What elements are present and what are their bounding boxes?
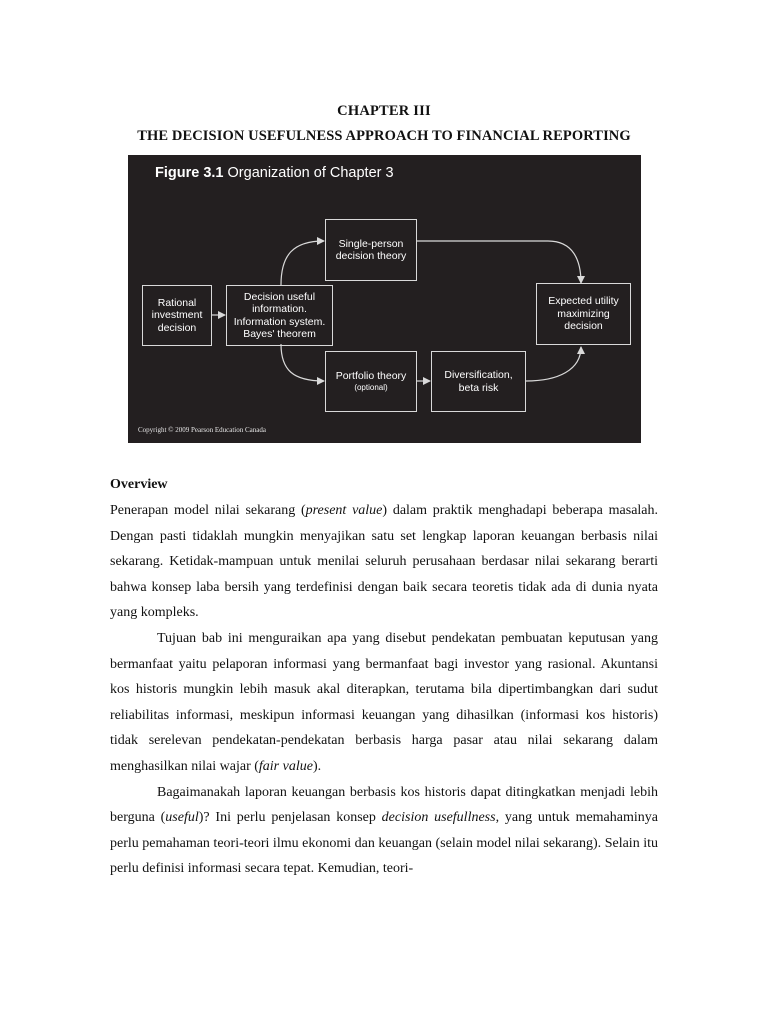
text-run: , yang untuk memahaminya perlu pemahaman teori-teori ilmu ekonomi dan keuangan (selain model nilai sekarang). Selain itu perlu definisi informasi secara tepat. Kemudian, teori- (110, 810, 658, 877)
box-line: decision (157, 321, 197, 334)
figure-title (155, 165, 394, 181)
box-decision-useful-information (226, 285, 333, 346)
text-run: Tujuan bab ini menguraikan apa yang disebut pendekatan pembuatan keputusan yang bermanfaat yaitu pelaporan informasi yang bermanfaat bagi investor yang rasional. Akuntansi kos historis mungkin lebih masuk akal diterapkan, terutama bila dipertimbangkan dari sudut reliabilitas informasi, meskipun informasi keuangan yang dihasilkan (informasi kos historis) tidak serelevan pendekatan-pendekatan berbasis harga pasar atau nilai sekarang dalam menghasilkan nilai wajar ( (110, 630, 658, 774)
box-line: Decision useful (243, 290, 316, 303)
italic-term: present value (305, 503, 383, 518)
italic-term: useful (165, 810, 199, 826)
italic-term: fair value (258, 758, 313, 774)
box-expected-utility-maximizing (536, 283, 631, 345)
box-line: maximizing (557, 307, 610, 320)
box-line: Single-person (338, 237, 404, 250)
box-line: Information system. (233, 315, 326, 328)
box-line: Portfolio theory (335, 370, 407, 383)
box-rational-investment-decision (142, 285, 212, 346)
arrow-info-to-single-person (281, 241, 324, 285)
text-run: )? Ini perlu penjelasan konsep (198, 810, 382, 826)
figure-organization-chart (128, 155, 641, 443)
box-line: information. (252, 303, 307, 315)
chapter-title: CHAPTER III (337, 103, 431, 119)
box-diversification-beta-risk (431, 351, 526, 412)
box-line: Rational (157, 296, 197, 309)
box-portfolio-theory (325, 351, 417, 412)
box-line: decision (564, 320, 603, 333)
box-line: decision theory (335, 250, 407, 262)
arrow-single-person-to-expected-utility (417, 241, 581, 283)
box-note-optional: (optional) (354, 382, 388, 392)
section-heading-overview: Overview (110, 477, 168, 492)
box-line: Bayes' theorem (243, 328, 316, 340)
figure-label: Figure 3.1 (155, 165, 224, 181)
paragraph-3 (110, 780, 658, 882)
text-run: Penerapan model nilai sekarang ( (110, 503, 306, 518)
chapter-subtitle: THE DECISION USEFULNESS APPROACH TO FINANCIAL REPORTING (137, 128, 631, 144)
paragraph-2 (110, 626, 658, 780)
text-run: Bagaimanakah laporan keuangan berbasis kos historis dapat ditingkatkan menjadi lebih berguna ( (110, 784, 658, 826)
figure-caption: Organization of Chapter 3 (227, 165, 394, 181)
text-run: ) dalam praktik menghadapi beberapa masalah. Dengan pasti tidaklah mungkin menyajikan satu set lengkap laporan keuangan berbasis nilai sekarang. Ketidak-mampuan untuk menilai seluruh perusahaan berdasar nilai sekarang berarti bahwa konsep laba bersih yang terdefinisi dengan baik secara teoretis tidak ada di dunia nyata yang kompleks. (110, 503, 659, 621)
figure-copyright: Copyright © 2009 Pearson Education Canada (138, 426, 266, 434)
paragraph-1 (110, 498, 658, 626)
box-line: Expected utility (548, 295, 619, 308)
arrow-info-to-portfolio (281, 344, 324, 381)
arrow-diversification-to-expected-utility (526, 347, 581, 381)
box-single-person-decision-theory (325, 219, 417, 281)
box-line: investment (151, 309, 203, 322)
box-line: Diversification, (444, 369, 513, 381)
text-run: ). (312, 758, 322, 774)
italic-term: decision usefullness (381, 810, 496, 826)
box-line: beta risk (458, 381, 499, 394)
overview-body (110, 498, 658, 882)
